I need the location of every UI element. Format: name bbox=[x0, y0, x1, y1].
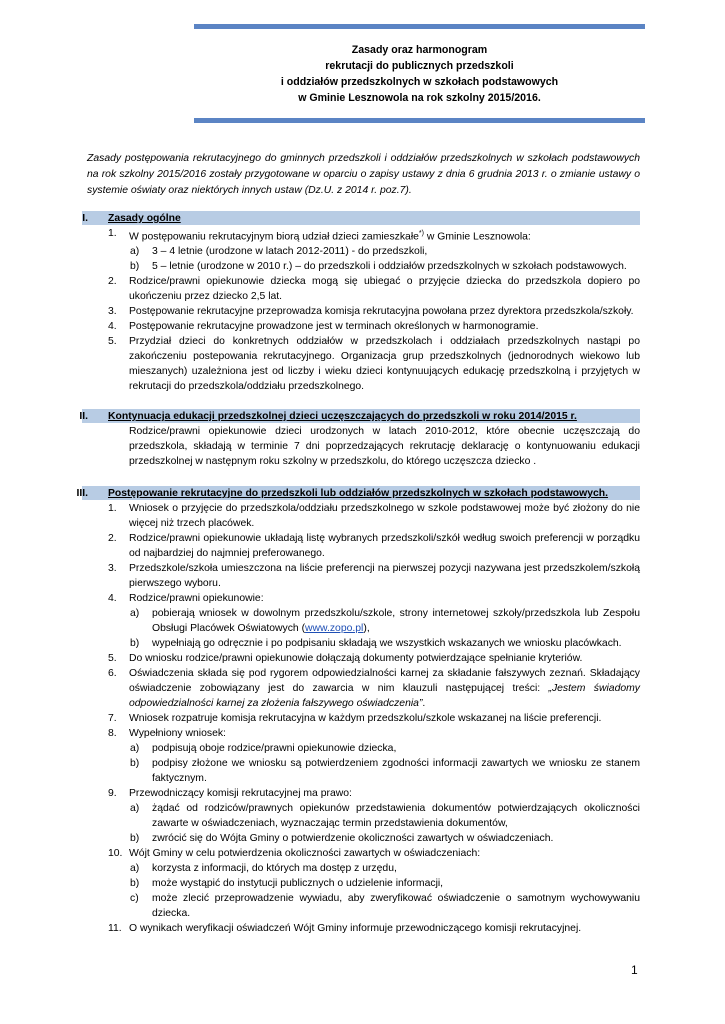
item-text: Postępowanie rekrutacyjne przeprowadza komisja rekrutacyjna powołana przez dyrektora przedszkola/szkoły. bbox=[129, 306, 634, 318]
section-number: III. bbox=[76, 488, 88, 499]
item-number: 4. bbox=[108, 321, 117, 333]
sub-item bbox=[82, 831, 640, 846]
item-text-cont: w Gminie Lesznowola: bbox=[423, 231, 531, 243]
sub-item-letter: b) bbox=[130, 833, 140, 844]
list-item bbox=[82, 531, 640, 561]
item-text: Przedszkole/szkoła umieszczona na liście preferencji na pierwszej pozycji nazywana jest przedszkolem/szkołą pierwszego wyboru. bbox=[129, 563, 640, 589]
sub-item-text: pobierają wniosek w dowolnym przedszkolu/szkole, strony internetowej szkoły/przedszkola lub Zespołu Obsługi Placówek Oświatowych ( bbox=[152, 608, 640, 634]
item-text: Rodzice/prawni opiekunowie: bbox=[129, 593, 264, 604]
sub-item-letter: c) bbox=[130, 893, 139, 904]
item-number: 11. bbox=[108, 923, 122, 934]
bottom-rule bbox=[194, 118, 645, 123]
sub-item bbox=[82, 756, 640, 786]
list-item bbox=[82, 226, 640, 244]
list-item bbox=[82, 319, 640, 334]
sub-item-letter: a) bbox=[130, 803, 140, 814]
sub-item-text-cont: ), bbox=[363, 623, 370, 634]
sub-item-text: podpisują oboje rodzice/prawni opiekunowie dziecka, bbox=[152, 743, 397, 754]
sub-item-text: może wystąpić do instytucji publicznych o udzielenie informacji, bbox=[152, 878, 444, 889]
section-general-rules bbox=[82, 211, 640, 394]
sub-item-text: 5 – letnie (urodzone w 2010 r.) – do przedszkoli i oddziałów przedszkolnych w szkołach podstawowych. bbox=[152, 261, 627, 273]
document-title bbox=[194, 42, 645, 106]
sub-item-letter: b) bbox=[130, 758, 140, 769]
sub-item-letter: a) bbox=[130, 608, 140, 619]
item-number: 10. bbox=[108, 848, 123, 859]
title-line-1: Zasady oraz harmonogram bbox=[351, 44, 488, 56]
sub-item-letter: b) bbox=[130, 261, 140, 273]
sub-item bbox=[82, 244, 640, 259]
sub-item bbox=[82, 861, 640, 876]
section-title: Zasady ogólne bbox=[108, 213, 181, 224]
sub-item-letter: b) bbox=[130, 878, 140, 889]
item-text: Wypełniony wniosek: bbox=[129, 728, 226, 739]
list-item bbox=[82, 726, 640, 741]
item-text: Przydział dzieci do konkretnych oddziałów w przedszkolach i oddziałach przedszkolnych nastąpi po zakończeniu postepowania rekrutacyjnego. Organizacja grup przedszkolnych (jednorodnych wiekowo lub mieszanych) uzależniona jest od liczby i wieku dzieci kontynuujących edukację przedszkolną i przyjętych w rekrutacji do przedszkola/oddziału przedszkolnego. bbox=[129, 336, 640, 393]
page-number: 1 bbox=[631, 963, 638, 977]
section-number: II. bbox=[79, 411, 88, 422]
sub-item-text: podpisy złożone we wniosku są potwierdzeniem zgodności informacji zawartych we wniosku ze stanem faktycznym. bbox=[152, 758, 640, 784]
sub-item-text: żądać od rodziców/prawnych opiekunów przedstawienia dokumentów potwierdzających okoliczności zawarte w oświadczeniach, wyznaczając termin przedstawienia dokumentów, bbox=[152, 803, 640, 829]
item-text-cont: . bbox=[422, 698, 426, 709]
item-text: Wniosek rozpatruje komisja rekrutacyjna w każdym przedszkolu/szkole wskazanej na liście preferencji. bbox=[129, 713, 602, 724]
sub-item-letter: a) bbox=[130, 743, 140, 754]
item-text: O wynikach weryfikacji oświadczeń Wójt Gminy informuje przewodniczącego komisji rekrutacyjnej. bbox=[129, 923, 582, 934]
section-header bbox=[76, 486, 640, 500]
item-text: Wniosek o przyjęcie do przedszkola/oddziału przedszkolnego w szkole podstawowej może być złożony do nie więcej niż trzech placówek. bbox=[129, 503, 640, 529]
list-item bbox=[82, 304, 640, 319]
item-number: 3. bbox=[108, 306, 117, 318]
item-number: 4. bbox=[108, 593, 117, 604]
footnote-mark: *) bbox=[418, 230, 424, 237]
item-text: Rodzice/prawni opiekunowie układają listę wybranych przedszkoli/szkół według swoich preferencji w porządku od najbardziej do najmniej preferowanego. bbox=[129, 533, 640, 559]
sub-item-text: wypełniają go odręcznie i po podpisaniu składają we wszystkich wskazanych we wniosku placówkach. bbox=[152, 638, 622, 649]
section-header bbox=[82, 211, 640, 225]
item-number: 9. bbox=[108, 788, 117, 799]
sub-item bbox=[82, 801, 640, 831]
item-text: Postępowanie rekrutacyjne prowadzone jest w terminach określonych w harmonogramie. bbox=[129, 321, 539, 333]
item-number: 3. bbox=[108, 563, 117, 574]
item-text: Oświadczenia składa się pod rygorem odpowiedzialności karnej za składanie fałszywych zeznań. Składający oświadczenie zobowiązany jest do zawarcia w nim klauzuli następującej treści: bbox=[129, 668, 640, 694]
sub-item-text: może zlecić przeprowadzenie wywiadu, aby zweryfikować oświadczenie o samotnym wychowywaniu dziecka. bbox=[152, 893, 640, 919]
title-line-4: w Gminie Lesznowola na rok szkolny 2015/2016. bbox=[298, 92, 541, 104]
sub-item bbox=[82, 891, 640, 921]
list-item bbox=[82, 501, 640, 531]
list-item bbox=[82, 274, 640, 304]
sub-item-text: korzysta z informacji, do których ma dostęp z urzędu, bbox=[152, 863, 397, 874]
section-paragraph: Rodzice/prawni opiekunowie dzieci urodzonych w latach 2010-2012, które obecnie uczęszczają do przedszkola, składają w terminie 7 dni poprzedzających rekrutację deklarację o kontynuowaniu edukacji przedszkolnej w następnym roku szkolny w przedszkolu, do którego uczęszcza dziecko . bbox=[129, 426, 640, 467]
title-line-3: i oddziałów przedszkolnych w szkołach podstawowych bbox=[280, 76, 559, 88]
sub-item bbox=[82, 259, 640, 274]
item-text: Do wniosku rodzice/prawni opiekunowie dołączają dokumenty potwierdzające spełnianie kryteriów. bbox=[129, 653, 583, 664]
section-recruitment bbox=[76, 486, 640, 936]
intro-paragraph: Zasady postępowania rekrutacyjnego do gminnych przedszkoli i oddziałów przedszkolnych w szkołach podstawowych na rok szkolny 2015/2016 zostały przygotowane w oparciu o zapisy ustawy z dnia 6 grudnia 2013 r. o zmianie ustawy o systemie oświaty oraz niektórych innych ustaw (Dz.U. z 2014 r. poz.7). bbox=[87, 153, 640, 196]
item-text: Rodzice/prawni opiekunowie dziecka mogą się ubiegać o przyjęcie dziecka do przedszkola dopiero po ukończeniu przez dziecko 2,5 lat. bbox=[129, 276, 640, 303]
sub-item-letter: a) bbox=[130, 863, 140, 874]
list-item bbox=[82, 651, 640, 666]
item-text: Wójt Gminy w celu potwierdzenia okoliczności zawartych w oświadczeniach: bbox=[129, 848, 481, 859]
sub-item-letter: b) bbox=[130, 638, 140, 649]
item-text: Przewodniczący komisji rekrutacyjnej ma prawo: bbox=[129, 788, 352, 799]
section-title: Kontynuacja edukacji przedszkolnej dzieci uczęszczających do przedszkoli w roku 2014/2015 r. bbox=[108, 411, 577, 422]
sub-item bbox=[82, 636, 640, 651]
sub-item-text: 3 – 4 letnie (urodzone w latach 2012-2011) - do przedszkoli, bbox=[152, 246, 428, 258]
list-item bbox=[82, 846, 640, 861]
zopo-link[interactable]: www.zopo.pl bbox=[305, 623, 364, 634]
item-text: W postępowaniu rekrutacyjnym biorą udział dzieci zamieszkałe bbox=[129, 231, 419, 243]
sub-item-letter: a) bbox=[130, 246, 140, 258]
sub-item bbox=[82, 876, 640, 891]
sub-item bbox=[82, 606, 640, 636]
title-line-2: rekrutacji do publicznych przedszkoli bbox=[325, 60, 514, 72]
section-title: Postępowanie rekrutacyjne do przedszkoli lub oddziałów przedszkolnych w szkołach podstawowych. bbox=[108, 488, 609, 499]
sub-item-text: zwrócić się do Wójta Gminy o potwierdzenie okoliczności zawartych w oświadczeniach. bbox=[152, 833, 554, 844]
list-item bbox=[82, 921, 640, 936]
declaration-quote: „Jestem świadomy odpowiedzialności karnej za złożenia fałszywego oświadczenia” bbox=[129, 683, 640, 709]
item-number: 2. bbox=[108, 276, 117, 288]
item-number: 7. bbox=[108, 713, 117, 724]
section-number: I. bbox=[82, 213, 88, 224]
sub-item bbox=[82, 741, 640, 756]
list-item bbox=[82, 711, 640, 726]
item-number: 5. bbox=[108, 336, 117, 348]
list-item bbox=[82, 786, 640, 801]
item-number: 5. bbox=[108, 653, 117, 664]
item-number: 8. bbox=[108, 728, 117, 739]
item-number: 2. bbox=[108, 533, 117, 544]
list-item bbox=[82, 666, 640, 711]
top-rule bbox=[194, 24, 645, 29]
list-item bbox=[82, 561, 640, 591]
section-continuation bbox=[79, 409, 640, 469]
list-item bbox=[82, 591, 640, 606]
item-number: 1. bbox=[108, 228, 117, 239]
list-item bbox=[82, 334, 640, 394]
item-number: 6. bbox=[108, 668, 117, 679]
item-number: 1. bbox=[108, 503, 117, 514]
section-header bbox=[79, 409, 640, 423]
